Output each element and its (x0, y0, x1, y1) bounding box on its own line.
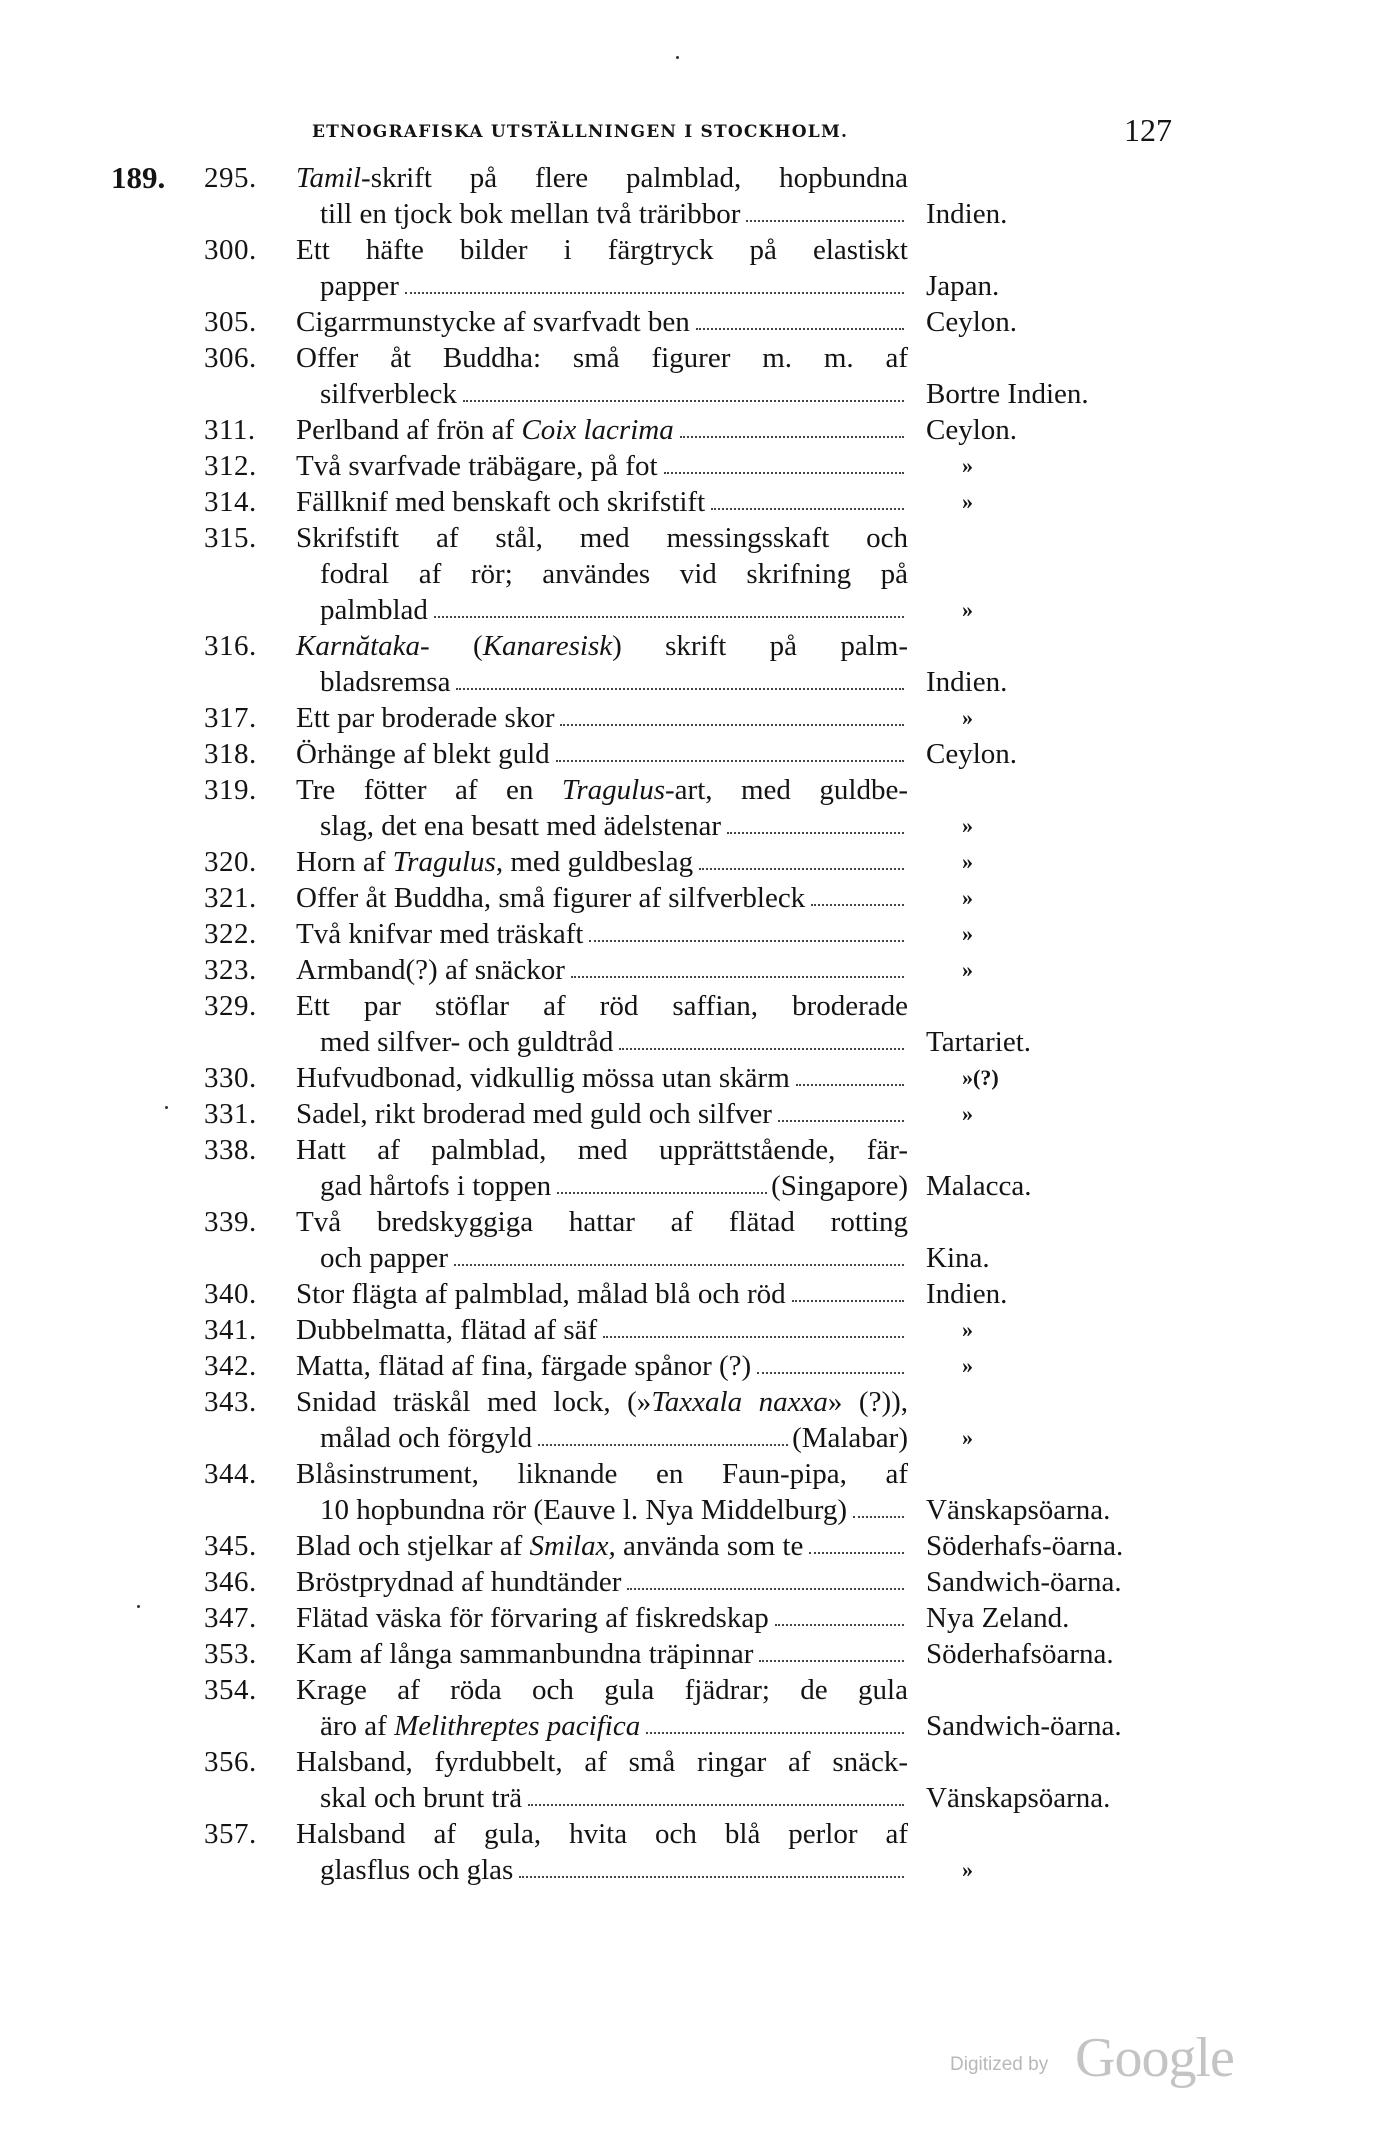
description-line: Stor flägta af palmblad, målad blå och röd (296, 1276, 908, 1312)
entry-number: 330. (204, 1062, 257, 1094)
entry-description (296, 1312, 908, 1348)
description-line: Hatt af palmblad, med upprättstående, fär- (296, 1134, 908, 1166)
catalogue-entry (0, 1744, 1400, 1816)
catalogue-entry (0, 772, 1400, 844)
entry-description (296, 736, 908, 772)
description-line: Snidad träskål med lock, (»Taxxala naxxa» (?)), (296, 1386, 909, 1418)
description-line: gad hårtofs i toppen (Singapore) (320, 1170, 908, 1202)
entry-origin: Ceylon. (926, 738, 1018, 770)
entry-origin: » (962, 957, 973, 982)
description-line: Ett par stöflar af röd saffian, broderade (296, 990, 908, 1022)
dot-leader (538, 1420, 788, 1446)
entry-origin: » (962, 813, 973, 838)
catalogue-entry (0, 1600, 1400, 1636)
entry-description (296, 1096, 908, 1132)
entry-origin: » (962, 705, 973, 730)
entry-origin: » (962, 1317, 973, 1342)
entry-description (296, 1384, 908, 1456)
entry-number: 320. (204, 846, 257, 878)
entry-number: 305. (204, 306, 257, 338)
description-line: Flätad väska för förvaring af fiskredskap (296, 1600, 908, 1636)
print-speck (137, 1605, 140, 1608)
entry-description (296, 988, 908, 1060)
entry-description (296, 448, 908, 484)
entry-description (296, 844, 908, 880)
description-line: äro af Melithreptes pacifica (296, 1708, 908, 1744)
catalogue-entry (0, 1636, 1400, 1672)
description-line: Blåsinstrument, liknande en Faun-pipa, af (296, 1458, 908, 1490)
catalogue-entry (0, 844, 1400, 880)
description-line: med silfver- och guldtråd (296, 1024, 908, 1060)
description-line: Offer åt Buddha: små figurer m. m. af (296, 342, 908, 374)
entry-number: 338. (204, 1134, 257, 1166)
description-line: Halsband af gula, hvita och blå perlor af (296, 1818, 908, 1850)
dot-leader (796, 1060, 904, 1086)
description-line: Örhänge af blekt guld (296, 736, 908, 772)
entry-description (296, 1672, 908, 1744)
catalogue-entry (0, 1672, 1400, 1744)
dot-leader (757, 1348, 904, 1374)
description-line: Dubbelmatta, flätad af säf (296, 1312, 908, 1348)
entry-description (296, 340, 908, 412)
catalogue-entry (0, 232, 1400, 304)
description-line: Krage af röda och gula fjädrar; de gula (296, 1674, 908, 1706)
entry-number: 346. (204, 1566, 257, 1598)
entry-origin: Indien. (926, 198, 1008, 230)
description-line: Halsband, fyrdubbelt, af små ringar af snäck- (296, 1746, 908, 1778)
entry-description (296, 1564, 908, 1600)
entry-description (296, 484, 908, 520)
description-line: Två knifvar med träskaft (296, 916, 908, 952)
catalogue-entry (0, 340, 1400, 412)
entry-description (296, 1600, 908, 1636)
entry-number: 295. (204, 162, 257, 194)
description-line: bladsremsa (296, 664, 908, 700)
dot-leader (646, 1708, 904, 1734)
catalogue-entry (0, 916, 1400, 952)
entry-number: 312. (204, 450, 257, 482)
dot-leader (405, 268, 904, 294)
catalogue-entry (0, 160, 1400, 232)
entry-description (296, 1132, 908, 1204)
catalogue-entry (0, 880, 1400, 916)
entry-number: 329. (204, 990, 257, 1022)
dot-leader (619, 1024, 904, 1050)
entry-origin: » (962, 453, 973, 478)
entry-origin: » (962, 1101, 973, 1126)
description-line: till en tjock bok mellan två träribbor (296, 196, 908, 232)
entry-description (296, 1348, 908, 1384)
digitized-by-text: Digitized by (950, 2054, 1049, 2075)
catalogue-entry (0, 628, 1400, 700)
catalogue-entry (0, 1348, 1400, 1384)
dot-leader (746, 196, 904, 222)
description-line: Blad och stjelkar af Smilax, använda som te (296, 1528, 908, 1564)
catalogue-entry (0, 520, 1400, 628)
entry-origin: » (962, 489, 973, 514)
entry-origin: » (962, 1857, 973, 1882)
entry-number: 300. (204, 234, 257, 266)
entry-origin: Indien. (926, 666, 1008, 698)
entry-description (296, 520, 908, 628)
entry-origin: Sandwich-öarna. (926, 1710, 1122, 1742)
entry-description (296, 1060, 908, 1096)
catalogue-entry (0, 304, 1400, 340)
entry-description (296, 772, 908, 844)
description-line: Armband(?) af snäckor (296, 952, 908, 988)
dot-leader (680, 412, 904, 438)
entry-description (296, 1816, 908, 1888)
entry-description (296, 700, 908, 736)
dot-leader (775, 1600, 904, 1626)
entry-description (296, 412, 908, 448)
entry-origin: Vänskapsöarna. (926, 1494, 1111, 1526)
entry-origin: » (962, 1353, 973, 1378)
entry-number: 356. (204, 1746, 257, 1778)
description-line: Kam af långa sammanbundna träpinnar (296, 1636, 908, 1672)
entry-number: 345. (204, 1530, 257, 1562)
entry-origin: Söderhafsöarna. (926, 1638, 1114, 1670)
dot-leader (699, 844, 904, 870)
description-line: palmblad (296, 592, 908, 628)
catalogue-entry (0, 1060, 1400, 1096)
dot-leader (456, 664, 904, 690)
entry-description (296, 1528, 908, 1564)
entry-number: 315. (204, 522, 257, 554)
entry-number: 306. (204, 342, 257, 374)
catalogue-entry (0, 1096, 1400, 1132)
description-line: Horn af Tragulus, med guldbeslag (296, 844, 908, 880)
entry-number: 347. (204, 1602, 257, 1634)
description-line: Offer åt Buddha, små figurer af silfverbleck (296, 880, 908, 916)
catalogue-entry (0, 484, 1400, 520)
dot-leader (454, 1240, 904, 1266)
entry-number: 319. (204, 774, 257, 806)
catalogue-entry (0, 1312, 1400, 1348)
catalogue-entry (0, 1456, 1400, 1528)
entry-origin: Tartariet. (926, 1026, 1032, 1058)
google-logo: Google (1075, 2027, 1234, 2089)
description-line: 10 hopbundna rör (Eauve l. Nya Middelburg) (296, 1492, 908, 1528)
description-line: Hufvudbonad, vidkullig mössa utan skärm (296, 1060, 908, 1096)
entry-number: 311. (204, 414, 256, 446)
print-speck (165, 1106, 168, 1109)
entry-origin: » (962, 921, 973, 946)
entry-description (296, 232, 908, 304)
description-line: Tamil-skrift på flere palmblad, hopbundna (296, 162, 908, 194)
entry-description (296, 160, 908, 232)
dot-leader (711, 484, 904, 510)
catalogue-entry (0, 1816, 1400, 1888)
dot-leader (571, 952, 904, 978)
description-line: målad och förgyld (Malabar) (320, 1422, 908, 1454)
catalogue-entry (0, 1528, 1400, 1564)
entry-number: 318. (204, 738, 257, 770)
locality-note: (Malabar) (792, 1422, 908, 1454)
dot-leader (434, 592, 904, 618)
dot-leader (556, 736, 904, 762)
description-line: Fällknif med benskaft och skrifstift (296, 484, 908, 520)
dot-leader (664, 448, 905, 474)
dot-leader (519, 1852, 904, 1878)
entry-number: 317. (204, 702, 257, 734)
entry-number: 316. (204, 630, 257, 662)
entry-description (296, 304, 908, 340)
entry-number: 357. (204, 1818, 257, 1850)
entry-origin: Indien. (926, 1278, 1008, 1310)
dot-leader (809, 1528, 904, 1554)
catalogue-entry (0, 1384, 1400, 1456)
dot-leader (727, 808, 904, 834)
entry-description (296, 880, 908, 916)
entry-number: 321. (204, 882, 257, 914)
catalogue-entry (0, 1276, 1400, 1312)
entry-number: 322. (204, 918, 257, 950)
description-line: Bröstprydnad af hundtänder (296, 1564, 908, 1600)
catalogue-entry (0, 952, 1400, 988)
description-line: Perlband af frön af Coix lacrima (296, 412, 908, 448)
dot-leader (603, 1312, 904, 1338)
description-line: glasflus och glas (296, 1852, 908, 1888)
entry-number: 344. (204, 1458, 257, 1490)
dot-leader (853, 1492, 904, 1518)
entry-description (296, 952, 908, 988)
dot-leader (627, 1564, 904, 1590)
entry-origin: Söderhafs-öarna. (926, 1530, 1124, 1562)
catalogue-entry (0, 1132, 1400, 1204)
entry-description (296, 1204, 908, 1276)
entry-origin: » (962, 1425, 973, 1450)
catalogue-entry (0, 736, 1400, 772)
catalogue-entry (0, 448, 1400, 484)
description-line: och papper (296, 1240, 908, 1276)
entry-origin: Kina. (926, 1242, 990, 1274)
entry-origin: Bortre Indien. (926, 378, 1089, 410)
entry-number: 323. (204, 954, 257, 986)
description-line: Ett par broderade skor (296, 700, 908, 736)
entry-origin: » (962, 849, 973, 874)
description-line: Två bredskyggiga hattar af flätad rotting (296, 1206, 908, 1238)
entry-number: 331. (204, 1098, 257, 1130)
entry-number: 339. (204, 1206, 257, 1238)
dot-leader (778, 1096, 904, 1122)
catalogue-entry (0, 1564, 1400, 1600)
entry-description (296, 916, 908, 952)
entry-origin: Japan. (926, 270, 1000, 302)
locality-note: (Singapore) (771, 1170, 908, 1202)
dot-leader (528, 1780, 904, 1806)
entry-description (296, 1456, 908, 1528)
entry-origin: » (962, 885, 973, 910)
entry-description (296, 628, 908, 700)
running-header (312, 112, 1172, 152)
digitized-by-google-watermark (950, 2028, 1250, 2088)
entry-origin: Ceylon. (926, 414, 1018, 446)
entry-number: 340. (204, 1278, 257, 1310)
entry-origin: Nya Zeland. (926, 1602, 1070, 1634)
entry-number: 341. (204, 1314, 257, 1346)
print-speck (676, 56, 679, 59)
dot-leader (759, 1636, 904, 1662)
entry-description (296, 1744, 908, 1816)
entry-number: 342. (204, 1350, 257, 1382)
catalogue-entry (0, 700, 1400, 736)
description-line: slag, det ena besatt med ädelstenar (296, 808, 908, 844)
dot-leader (792, 1276, 904, 1302)
dot-leader (560, 700, 904, 726)
description-line: Två svarfvade träbägare, på fot (296, 448, 908, 484)
description-line: Cigarrmunstycke af svarfvadt ben (296, 304, 908, 340)
entry-origin: Ceylon. (926, 306, 1018, 338)
dot-leader (811, 880, 904, 906)
page-number: 127 (1124, 112, 1172, 148)
dot-leader (557, 1168, 767, 1194)
dot-leader (696, 304, 904, 330)
entry-origin: » (962, 597, 973, 622)
dot-leader (589, 916, 904, 942)
description-line: skal och brunt trä (296, 1780, 908, 1816)
description-line: papper (296, 268, 908, 304)
entry-number: 343. (204, 1386, 257, 1418)
description-line: Tre fötter af en Tragulus-art, med guldbe- (296, 774, 908, 806)
entry-description (296, 1636, 908, 1672)
entry-origin: Malacca. (926, 1170, 1032, 1202)
entry-number: 353. (204, 1638, 257, 1670)
catalogue-entry (0, 988, 1400, 1060)
description-line: Sadel, rikt broderad med guld och silfver (296, 1096, 908, 1132)
entry-origin: »(?) (962, 1065, 999, 1090)
catalogue-entry (0, 1204, 1400, 1276)
entry-number: 314. (204, 486, 257, 518)
description-line: Ett häfte bilder i färgtryck på elastiskt (296, 234, 908, 266)
dot-leader (463, 376, 904, 402)
running-head-title: ETNOGRAFISKA UTSTÄLLNINGEN I STOCKHOLM. (312, 122, 849, 142)
description-line: silfverbleck (296, 376, 908, 412)
description-line: Skrifstift af stål, med messingsskaft och (296, 522, 908, 554)
description-line: Karnătaka- (Kanaresisk) skrift på palm- (296, 630, 908, 662)
description-line: Matta, flätad af fina, färgade spånor (?) (296, 1348, 908, 1384)
description-line: fodral af rör; användes vid skrifning på (320, 558, 908, 590)
entry-description (296, 1276, 908, 1312)
entry-origin: Sandwich-öarna. (926, 1566, 1122, 1598)
entry-number: 354. (204, 1674, 257, 1706)
entry-origin: Vänskapsöarna. (926, 1782, 1111, 1814)
catalogue-entry (0, 412, 1400, 448)
group-number: 189. (111, 160, 166, 195)
